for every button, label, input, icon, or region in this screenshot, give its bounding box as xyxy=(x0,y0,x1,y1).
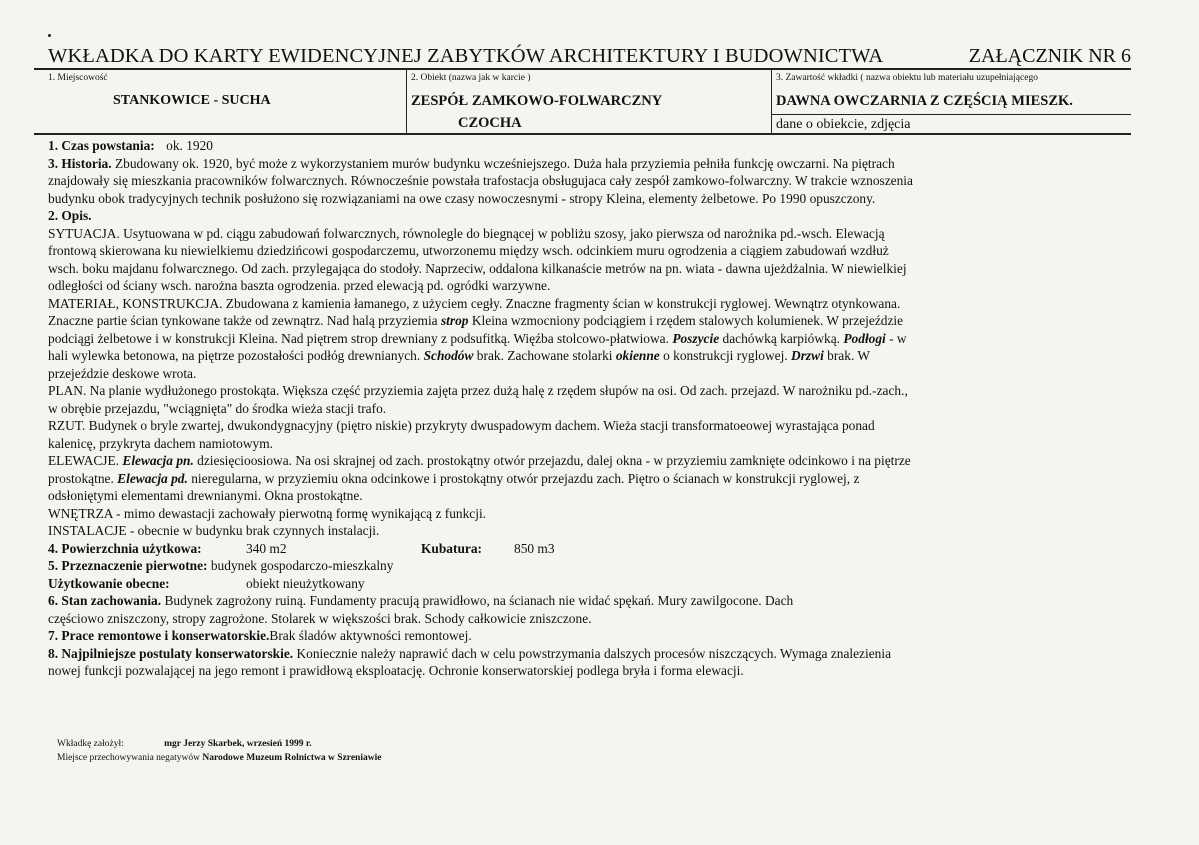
drzwi-term: Drzwi xyxy=(791,348,824,363)
elewacja-pn-term: Elewacja pn. xyxy=(122,453,194,468)
field2-label: 2. Obiekt (nazwa jak w karcie ) xyxy=(411,73,531,83)
plan-line-2: w obrębie przejazdu, "wciągnięta" do środka wieża stacji trafo. xyxy=(48,400,387,416)
field2-value-line2: CZOCHA xyxy=(458,115,522,131)
prace-label: 7. Prace remontowe i konserwatorskie. xyxy=(48,628,270,643)
header-divider-2 xyxy=(771,69,772,134)
stan-text-1: Budynek zagrożony ruiną. Fundamenty pracują prawidłowo, na ścianach nie widać spękań. Mury zawilgocone. Dach xyxy=(161,593,794,608)
podlogi-term: Podłogi xyxy=(843,330,886,346)
sytuacja-line-4: odległości od ściany wsch. narożna baszta ogrodzenia. przed elewacją pd. ogródki warzywne. xyxy=(48,278,551,293)
material-line-5: przejeździe deskowe wrota. xyxy=(48,365,197,381)
material-text-4a: hali wylewka betonowa, na piętrze pozostałości podłóg drewnianych. xyxy=(48,348,424,363)
material-line-3 xyxy=(48,330,1138,348)
postulaty-line-2: nowej funkcji pozwalającej na jego remont i prawidłową eksploatację. Ochronie konserwatorskiej podlega bryła i forma elewacji. xyxy=(48,663,744,678)
header-top-rule xyxy=(34,68,1131,70)
footer-author-value: mgr Jerzy Skarbek, wrzesień 1999 r. xyxy=(164,739,312,749)
footer-negatives xyxy=(57,753,381,763)
description-body xyxy=(48,137,1138,680)
instalacje-line: INSTALACJE - obecnie w budynku brak czynnych instalacji. xyxy=(48,523,380,538)
field2-value-line1: ZESPÓŁ ZAMKOWO-FOLWARCZNY xyxy=(411,93,663,109)
material-text-2a: Znaczne partie ścian tynkowane także od zewnątrz. Nad halą przyziemia xyxy=(48,313,441,328)
strop-term: strop xyxy=(440,313,469,328)
wnetrza-line: WNĘTRZA - mimo dewastacji zachowały pierwotną formę wynikającą z funkcji. xyxy=(48,505,487,521)
field3-value: DAWNA OWCZARNIA Z CZĘŚCIĄ MIESZK. xyxy=(776,93,1073,109)
historia-label: 3. Historia. xyxy=(48,155,112,171)
elewacje-line-3: odsłoniętymi elementami drewnianymi. Okna prostokątne. xyxy=(48,488,363,503)
rzut-line-1: RZUT. Budynek o bryle zwartej, dwukondygnacyjny (piętro niskie) przykryty dwuspadowym dachem. Wieża stacji transformatoeowej wyrastająca ponad xyxy=(48,418,875,433)
przeznaczenie-label: 5. Przeznaczenie pierwotne: xyxy=(48,558,208,573)
header-bottom-rule xyxy=(34,133,1131,135)
plan-line-1: PLAN. Na planie wydłużonego prostokąta. Większa część przyziemia zajęta przez dużą halę z rzędem słupów na osi. Od zach. przejazd. W narożniku pd.-zach., xyxy=(48,383,908,398)
material-text-3c: dachówką karpiówką. xyxy=(719,330,844,346)
material-text-3e: - w xyxy=(885,330,907,346)
uzytkowanie-value: obiekt nieużytkowany xyxy=(246,575,365,591)
margin-dot xyxy=(48,34,51,37)
material-line-1: MATERIAŁ, KONSTRUKCJA. Zbudowana z kamienia łamanego, z użyciem cegły. Znaczne fragmenty ścian w konstrukcji ryglowej. Wewnątrz otynkowana. xyxy=(48,295,901,311)
field1-value: STANKOWICE - SUCHA xyxy=(113,93,271,108)
material-text-4c: brak. Zachowane stolarki xyxy=(473,348,616,363)
sytuacja-line-3: wsch. boku majdanu folwarcznego. Od zach. przylegająca do stodoły. Naprzeciw, oddalona kilkanaście metrów na pn. wiata - dawna ujeżdżalnia. W niewielkiej xyxy=(48,260,907,276)
kubatura-value: 850 m3 xyxy=(514,540,555,556)
elewacja-pd-term: Elewacja pd. xyxy=(117,470,188,486)
opis-label: 2. Opis. xyxy=(48,208,92,223)
prace-line xyxy=(48,627,1138,645)
material-text-4g: brak. W xyxy=(823,348,871,363)
document-title: WKŁADKA DO KARTY EWIDENCYJNEJ ZABYTKÓW ARCHITEKTURY I BUDOWNICTWA xyxy=(48,45,884,67)
footer-author-label: Wkładkę założył: xyxy=(57,739,124,749)
powierzchnia-value: 340 m2 xyxy=(246,540,287,556)
historia-line-1 xyxy=(48,155,1138,173)
elewacje-text-2c: nieregularna, w przyziemiu okna odcinkowe i prostokątny otwór przejazdu zach. Piętro o ścianach w konstrukcji ryglowej, z xyxy=(187,470,860,486)
elewacje-text-1c: dziesięcioosiowa. Na osi skrajnej od zach. prostokątny otwór przejazdu, dalej okna - w przyziemiu zamknięte odcinkowo i na piętrze xyxy=(193,453,911,468)
przeznaczenie-line xyxy=(48,557,1138,575)
material-line-4 xyxy=(48,347,1138,365)
historia-text-1: Zbudowany ok. 1920, być może z wykorzystaniem murów budynku wcześniejszego. Duża hala przyziemia pełniła funkcję owczarni. Na piętrach xyxy=(111,155,895,171)
elewacje-text-1a: ELEWACJE. xyxy=(48,453,123,468)
footer-negatives-value: Narodowe Muzeum Rolnictwa w Szreniawie xyxy=(202,753,382,763)
field1-label: 1. Miejscowość xyxy=(48,73,108,83)
title-row xyxy=(48,45,1131,69)
field3-inner-rule xyxy=(771,114,1131,115)
postulaty-line-1 xyxy=(48,645,1138,663)
powierzchnia-line xyxy=(48,540,1138,558)
prace-value: Brak śladów aktywności remontowej. xyxy=(269,628,472,643)
postulaty-text-1: Koniecznie należy naprawić dach w celu powstrzymania dalszych procesów niszczących. Wymaga znalezienia xyxy=(293,645,892,661)
postulaty-label: 8. Najpilniejsze postulaty konserwatorskie. xyxy=(48,645,294,661)
stan-line-2: częściowo zniszczony, stropy zagrożone. Stolarek w większości brak. Schody całkowicie zniszczone. xyxy=(48,610,592,626)
sytuacja-line-1: SYTUACJA. Usytuowana w pd. ciągu zabudowań folwarcznych, równolegle do biegnącej w pobliżu szosy, jako pierwsza od narożnika pd.-wsch. Elewacją xyxy=(48,225,885,241)
material-text-4e: o konstrukcji ryglowej. xyxy=(659,348,792,363)
czas-line xyxy=(48,137,1138,155)
uzytkowanie-line xyxy=(48,575,1138,593)
material-text-2c: Kleina wzmocniony podciągiem i rzędem stalowych kolumienek. W przejeździe xyxy=(468,313,904,328)
stan-line-1 xyxy=(48,592,1138,610)
field3-label: 3. Zawartość wkładki ( nazwa obiektu lub materiału uzupełniającego xyxy=(776,73,1038,83)
stan-label: 6. Stan zachowania. xyxy=(48,593,162,608)
elewacje-line-2 xyxy=(48,470,1138,488)
rzut-line-2: kalenicę, przykryta dachem namiotowym. xyxy=(48,435,273,451)
material-text-3a: podciągi żelbetowe i w konstrukcji Kleina. Nad piętrem strop drewniany z podsufitką. Więźba stolcowo-płatwiowa. xyxy=(48,330,673,346)
footer-negatives-label: Miejsce przechowywania negatywów xyxy=(57,753,200,763)
material-line-2 xyxy=(48,312,1138,330)
sytuacja-line-2: frontową skierowana ku niewielkiemu dziedzińcowi gospodarczemu, utworzonemu między wsch. odcinkiem muru ogrodzenia a ciągiem zabudowań wzdłuż xyxy=(48,243,889,258)
przeznaczenie-value: budynek gospodarczo-mieszkalny xyxy=(207,558,394,573)
okienne-term: okienne xyxy=(615,348,660,363)
elewacje-line-1 xyxy=(48,452,1138,470)
schodow-term: Schodów xyxy=(423,348,474,363)
field3-extra: dane o obiekcie, zdjęcia xyxy=(776,117,911,132)
historia-line-3: budynku obok tradycyjnych technik posłużono się rozwiązaniami na owe czasy nowoczesnymi - stropy Kleina, elementy żelbetowe. Po 1990 opuszczony. xyxy=(48,190,876,206)
poszycie-term: Poszycie xyxy=(672,330,720,346)
powierzchnia-label: 4. Powierzchnia użytkowa: xyxy=(48,540,202,556)
footer-author xyxy=(57,739,312,749)
kubatura-label: Kubatura: xyxy=(421,540,483,556)
annex-number: ZAŁĄCZNIK NR 6 xyxy=(968,45,1131,67)
historia-line-2: znajdowały się mieszkania pracowników folwarcznych. Równocześnie powstała trafostacja obsługujaca cały zespół zamkowo-folwarczny. W trakcie wznoszenia xyxy=(48,173,913,188)
czas-value: ok. 1920 xyxy=(166,138,213,153)
uzytkowanie-label: Użytkowanie obecne: xyxy=(48,575,170,591)
elewacje-text-2a: prostokątne. xyxy=(48,470,118,486)
czas-label: 1. Czas powstania: xyxy=(48,138,155,153)
header-divider-1 xyxy=(406,69,407,134)
